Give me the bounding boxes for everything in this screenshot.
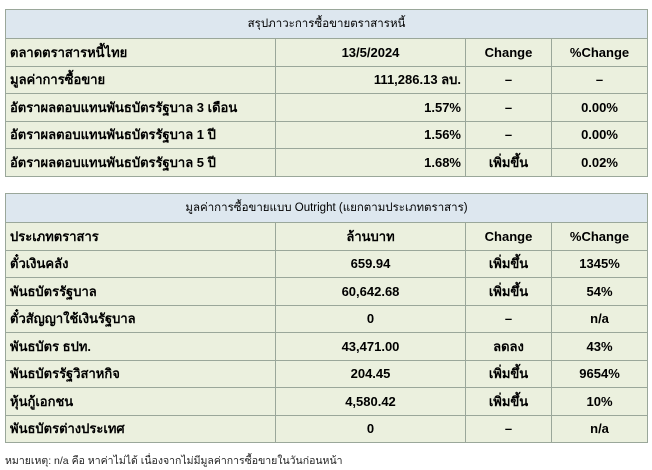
- row-pct-change: 1345%: [552, 250, 648, 278]
- row-pct-change: 43%: [552, 333, 648, 361]
- row-change: –: [466, 66, 552, 94]
- row-change: เพิ่มขึ้น: [466, 278, 552, 306]
- row-pct-change: 0.00%: [552, 121, 648, 149]
- row-pct-change: 9654%: [552, 360, 648, 388]
- table-row: [6, 360, 648, 388]
- row-label: อัตราผลตอบแทนพันธบัตรรัฐบาล 1 ปี: [6, 121, 276, 149]
- summary-header-change: Change: [466, 39, 552, 67]
- row-label: ตั๋วสัญญาใช้เงินรัฐบาล: [6, 305, 276, 333]
- row-label: พันธบัตรต่างประเทศ: [6, 415, 276, 443]
- row-change: เพิ่มขึ้น: [466, 250, 552, 278]
- summary-title: สรุปภาวะการซื้อขายตราสารหนี้: [6, 10, 648, 39]
- outright-header-change: Change: [466, 223, 552, 251]
- row-value: 204.45: [276, 360, 466, 388]
- row-pct-change: –: [552, 66, 648, 94]
- summary-header-date: 13/5/2024: [276, 39, 466, 67]
- row-value: 1.56%: [276, 121, 466, 149]
- row-change: –: [466, 415, 552, 443]
- row-value: 1.57%: [276, 94, 466, 122]
- row-change: ลดลง: [466, 333, 552, 361]
- market-summary-table: [5, 9, 648, 177]
- row-value: 1.68%: [276, 149, 466, 177]
- summary-header-pct-change: %Change: [552, 39, 648, 67]
- row-label: มูลค่าการซื้อขาย: [6, 66, 276, 94]
- outright-header-pct-change: %Change: [552, 223, 648, 251]
- row-change: เพิ่มขึ้น: [466, 149, 552, 177]
- row-label: ตั๋วเงินคลัง: [6, 250, 276, 278]
- row-label: พันธบัตรรัฐบาล: [6, 278, 276, 306]
- row-label: อัตราผลตอบแทนพันธบัตรรัฐบาล 5 ปี: [6, 149, 276, 177]
- table-row: [6, 388, 648, 416]
- table-row: [6, 94, 648, 122]
- row-label: หุ้นกู้เอกชน: [6, 388, 276, 416]
- table-row: [6, 333, 648, 361]
- row-change: เพิ่มขึ้น: [466, 388, 552, 416]
- row-label: พันธบัตร ธปท.: [6, 333, 276, 361]
- outright-header-type: ประเภทตราสาร: [6, 223, 276, 251]
- row-change: –: [466, 305, 552, 333]
- outright-table: [5, 193, 648, 443]
- table-row: [6, 250, 648, 278]
- table-row: [6, 149, 648, 177]
- row-value: 4,580.42: [276, 388, 466, 416]
- row-change: เพิ่มขึ้น: [466, 360, 552, 388]
- row-pct-change: 10%: [552, 388, 648, 416]
- row-value: 659.94: [276, 250, 466, 278]
- row-pct-change: 0.02%: [552, 149, 648, 177]
- row-pct-change: 54%: [552, 278, 648, 306]
- outright-header-amount: ล้านบาท: [276, 223, 466, 251]
- row-label: อัตราผลตอบแทนพันธบัตรรัฐบาล 3 เดือน: [6, 94, 276, 122]
- row-label: พันธบัตรรัฐวิสาหกิจ: [6, 360, 276, 388]
- footnote: หมายเหตุ: n/a คือ หาค่าไม่ได้ เนื่องจากไม่มีมูลค่าการซื้อขายในวันก่อนหน้า: [5, 455, 343, 467]
- row-value: 0: [276, 415, 466, 443]
- table-row: [6, 305, 648, 333]
- table-row: [6, 66, 648, 94]
- summary-header-market: ตลาดตราสารหนี้ไทย: [6, 39, 276, 67]
- row-pct-change: n/a: [552, 305, 648, 333]
- row-value: 111,286.13 ลบ.: [276, 66, 466, 94]
- row-change: –: [466, 94, 552, 122]
- row-change: –: [466, 121, 552, 149]
- table-row: [6, 415, 648, 443]
- row-pct-change: n/a: [552, 415, 648, 443]
- row-value: 60,642.68: [276, 278, 466, 306]
- outright-title: มูลค่าการซื้อขายแบบ Outright (แยกตามประเภทตราสาร): [6, 194, 648, 223]
- table-row: [6, 278, 648, 306]
- row-pct-change: 0.00%: [552, 94, 648, 122]
- row-value: 43,471.00: [276, 333, 466, 361]
- row-value: 0: [276, 305, 466, 333]
- table-row: [6, 121, 648, 149]
